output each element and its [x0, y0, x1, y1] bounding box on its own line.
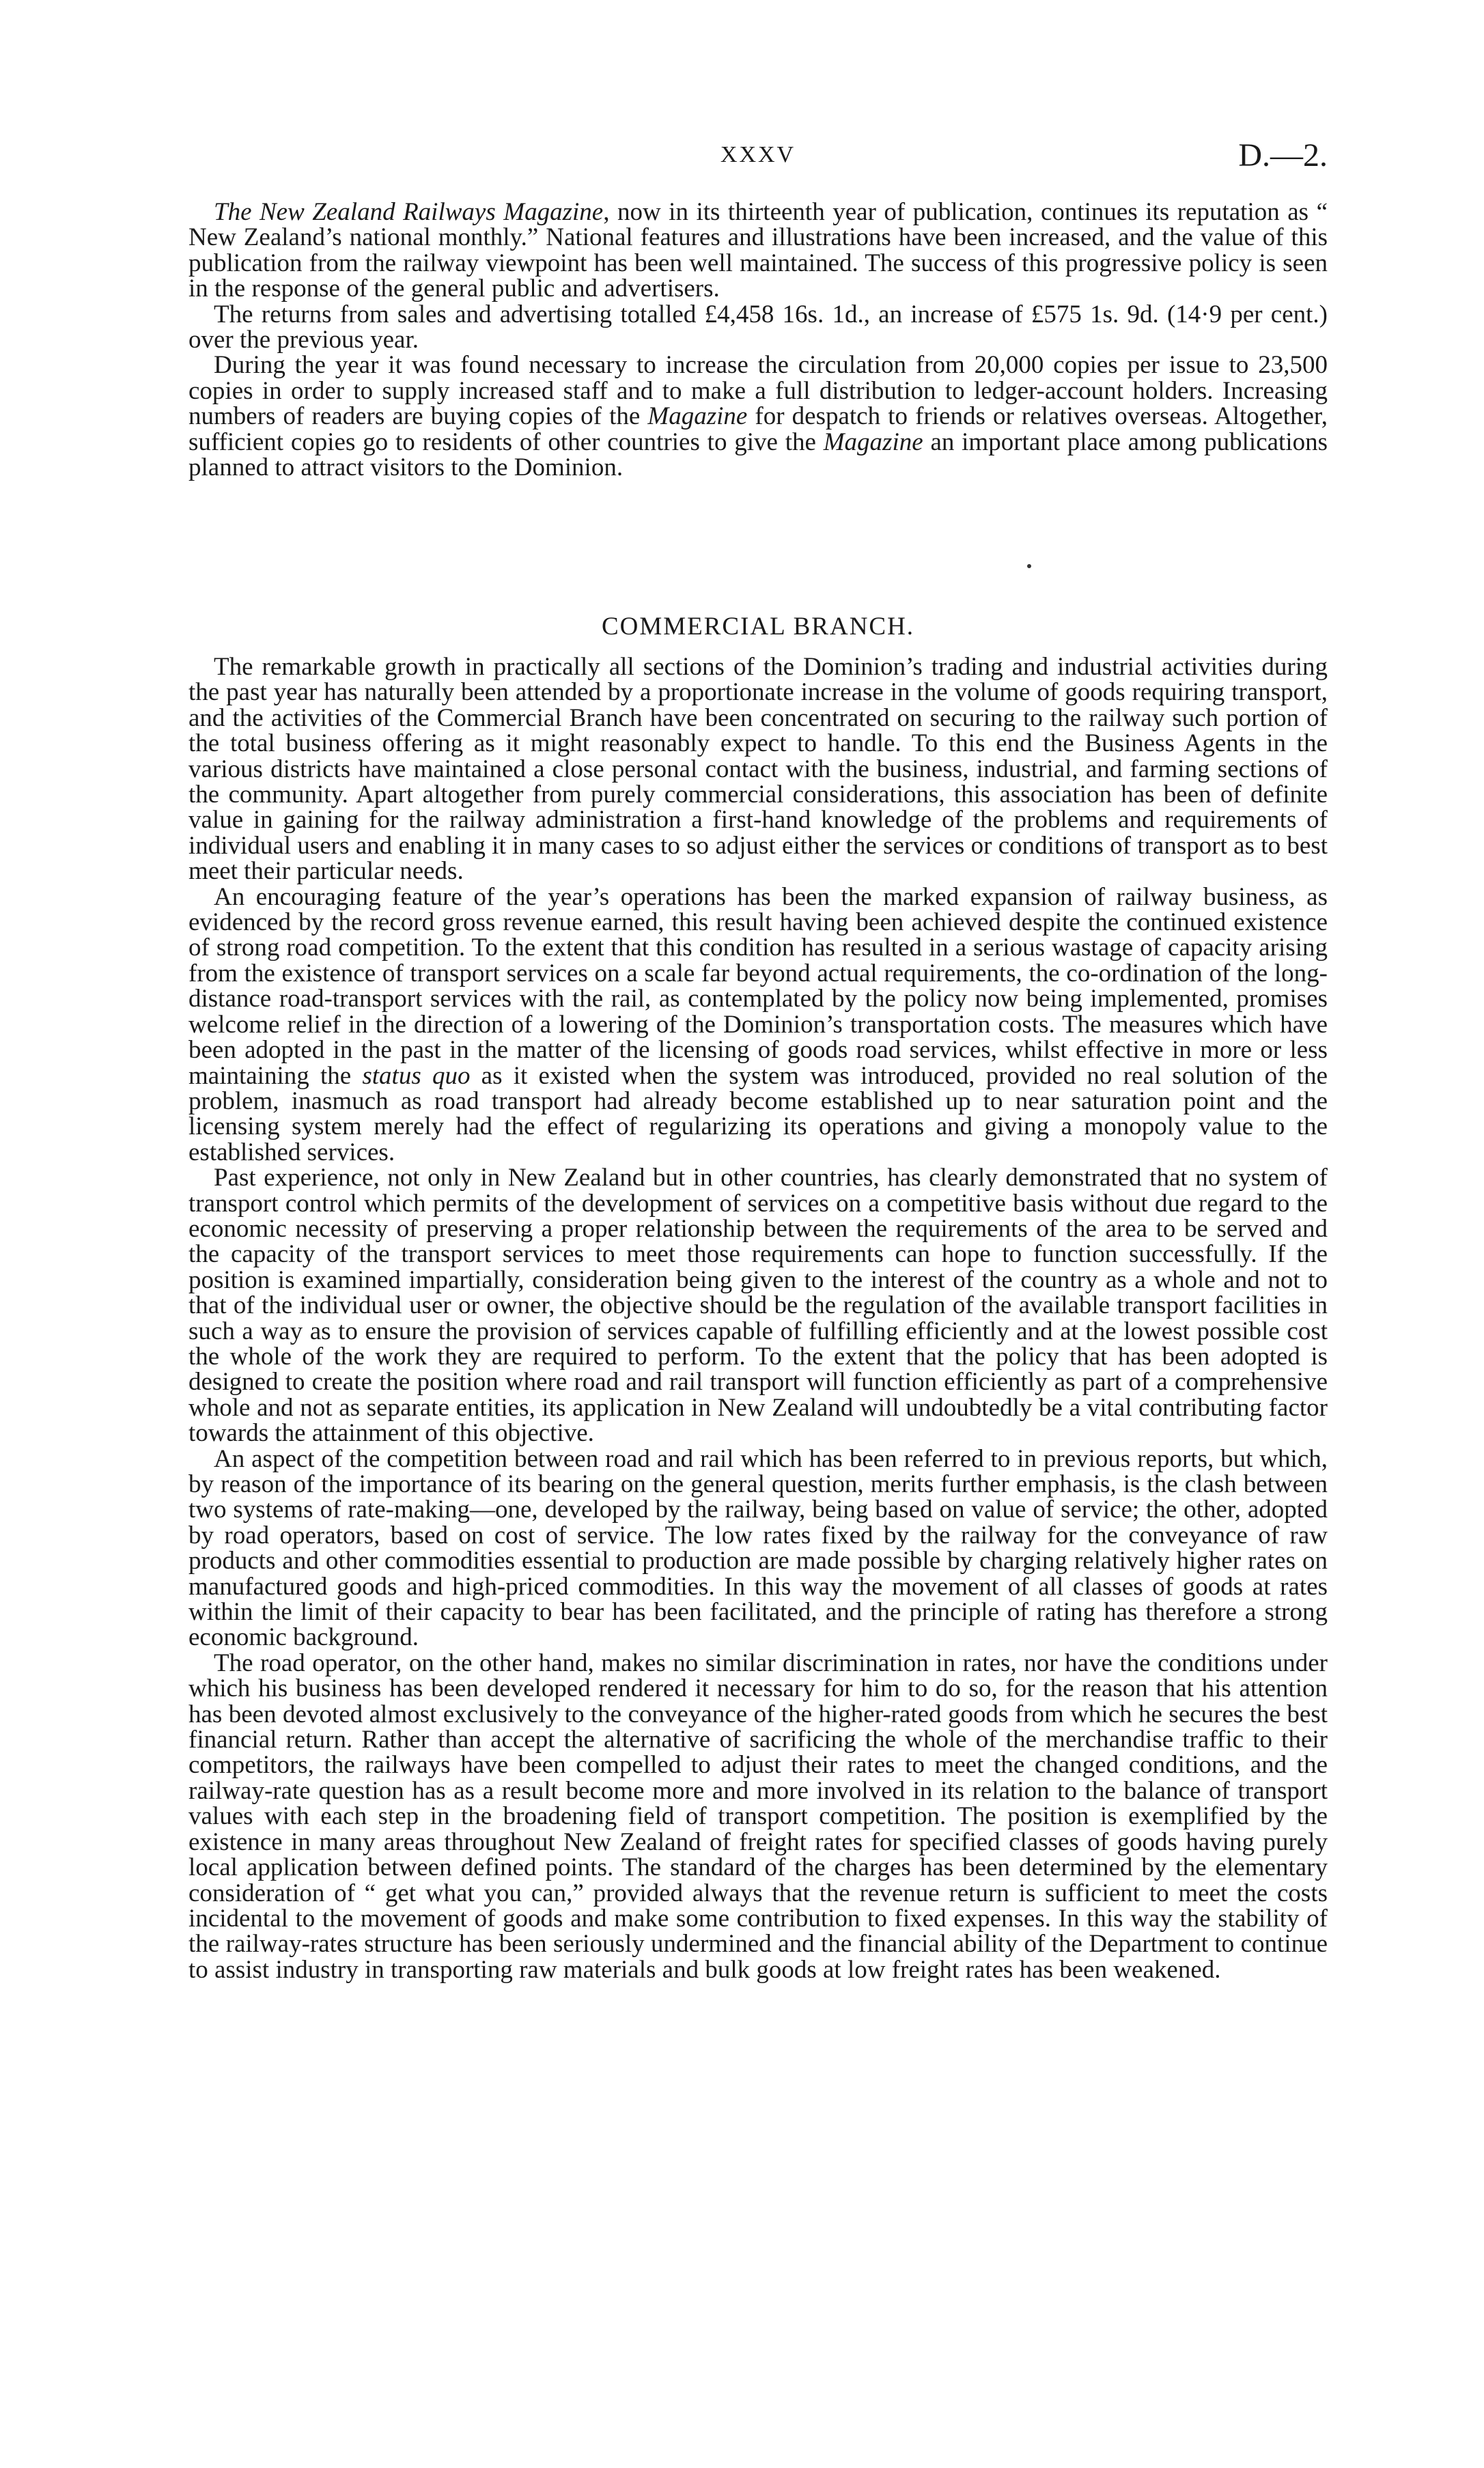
magazine-section: [188, 199, 1328, 480]
commercial-section: [188, 654, 1328, 1982]
magazine-title: The New Zealand Railways Magazine: [214, 198, 604, 226]
magazine-paragraph-3-part-a: During the year it was found necessary to increase the circulation from 20,000 copies per issue to 23,500 copies in order to supply increased staff and to make a full distribution to ledger-account holders. Increasing numbers of readers are buying copies of the: [188, 351, 1328, 431]
magazine-paragraph-2: The returns from sales and advertising totalled £4,458 16s. 1d., an increase of £575 1s. 9d. (14·9 per cent.) over the previous year.: [188, 300, 1328, 354]
commercial-paragraph-3: Past experience, not only in New Zealand but in other countries, has clearly demonstrated that no system of transport control which permits of the development of services on a competitive basis without due regard to the economic necessity of preserving a proper relationship between the requirements of the area to be served and the capacity of the transport services to meet those requirements can hope to function successfully. If the position is examined impartially, consideration being given to the interest of the country as a whole and not to that of the individual user or owner, the objective should be the regulation of the available transport facilities in such a way as to ensure the provision of services capable of fulfilling efficiently and at the lowest possible cost the whole of the work they are required to perform. To the extent that the policy that has been adopted is designed to create the position where road and rail transport will function efficiently as part of a comprehensive whole and not as separate entities, its application in New Zealand will undoubtedly be a vital contributing factor towards the attainment of this objective.: [188, 1164, 1328, 1448]
document-reference: D.—2.: [1238, 137, 1328, 173]
page-number: XXXV: [720, 142, 796, 167]
commercial-paragraph-1: The remarkable growth in practically all sections of the Dominion’s trading and industrial activities during the past year has naturally been attended by a proportionate increase in the volume of goods requiring transport, and the activities of the Commercial Branch have been concentrated on securing to the railway such portion of the total business offering as it might reasonably expect to handle. To this end the Business Agents in the various districts have maintained a close personal contact with the business, industrial, and farming sections of the community. Apart altogether from purely commercial considerations, this association has been of definite value in gaining for the railway administration a first-hand knowledge of the problems and requirements of individual users and enabling it in many cases to so adjust either the services or conditions of transport as to best meet their particular needs.: [188, 653, 1328, 886]
magazine-paragraph-1: [188, 199, 1328, 302]
magazine-paragraph-1-text: , now in its thirteenth year of publication, continues its reputation as “ New Zealand’s national monthly.” National features and illustrations have been increased, and the value of this publication from the railway viewpoint has been well maintained. The success of this progressive policy is seen in the response of the general public and advertisers.: [188, 198, 1328, 303]
commercial-paragraph-2-part-a: An encouraging feature of the year’s operations has been the marked expansion of railway business, as evidenced by the record gross revenue earned, this result having been achieved despite the continued existence of strong road competition. To the extent that this condition has resulted in a serious wastage of capacity arising from the existence of transport services on a scale far beyond actual requirements, the co-ordination of the long-distance road-transport services with the rail, as contemplated by the policy now being implemented, promises welcome relief in the direction of a lowering of the Dominion’s transportation costs. The measures which have been adopted in the past in the matter of the licensing of goods road services, whilst effective in more or less maintaining the: [188, 882, 1328, 1090]
print-mark: [1027, 564, 1031, 568]
magazine-paragraph-3-part-b: for despatch to friends or relatives overseas. Altogether, sufficient copies go to residents of other countries to give the: [188, 402, 1328, 456]
magazine-italic-1: Magazine: [647, 402, 748, 431]
commercial-paragraph-5: The road operator, on the other hand, makes no similar discrimination in rates, nor have the conditions under which his business has been developed rendered it necessary for him to do so, for the reason that his attention has been devoted almost exclusively to the conveyance of the higher-rated goods from which he secures the best financial return. Rather than accept the alternative of sacrificing the whole of the merchandise traffic to their competitors, the railways have been compelled to adjust their rates to meet the changed conditions, and the railway-rate question has as a result become more and more involved in its relation to the balance of transport values with each step in the broadening field of transport competition. The position is exemplified by the existence in many areas throughout New Zealand of freight rates for specified classes of goods having purely local application between defined points. The standard of the charges has been determined by the elementary consideration of “ get what you can,” provided always that the revenue return is sufficient to meet the costs incidental to the movement of goods and make some contribution to fixed expenses. In this way the stability of the railway-rates structure has been seriously undermined and the financial ability of the Department to continue to assist industry in transporting raw materials and bulk goods at low freight rates has been weakened.: [188, 1649, 1328, 1984]
commercial-paragraph-2: [188, 884, 1328, 1165]
commercial-paragraph-2-part-b: as it existed when the system was introduced, provided no real solution of the problem, inasmuch as road transport had already become established up to near saturation point and the licensing system merely had the effect of regularizing its operations and giving a monopoly value to the established services.: [188, 1061, 1328, 1166]
status-quo-italic: status quo: [362, 1061, 471, 1090]
magazine-paragraph-3: [188, 352, 1328, 480]
magazine-paragraph-3-part-c: an important place among publications planned to attract visitors to the Dominion.: [188, 427, 1328, 482]
magazine-italic-2: Magazine: [823, 427, 923, 456]
page-header: [188, 137, 1328, 176]
section-heading: COMMERCIAL BRANCH.: [601, 613, 915, 641]
commercial-paragraph-4: An aspect of the competition between road and rail which has been referred to in previous reports, but which, by reason of the importance of its bearing on the general question, merits further emphasis, is the clash between two systems of rate-making—one, developed by the railway, being based on value of service; the other, adopted by road operators, based on cost of service. The low rates fixed by the railway for the conveyance of raw products and other commodities essential to production are made possible by charging relatively higher rates on manufactured goods and high-priced commodities. In this way the movement of all classes of goods at rates within the limit of their capacity to bear has been facilitated, and the principle of rating has therefore a strong economic background.: [188, 1444, 1328, 1652]
